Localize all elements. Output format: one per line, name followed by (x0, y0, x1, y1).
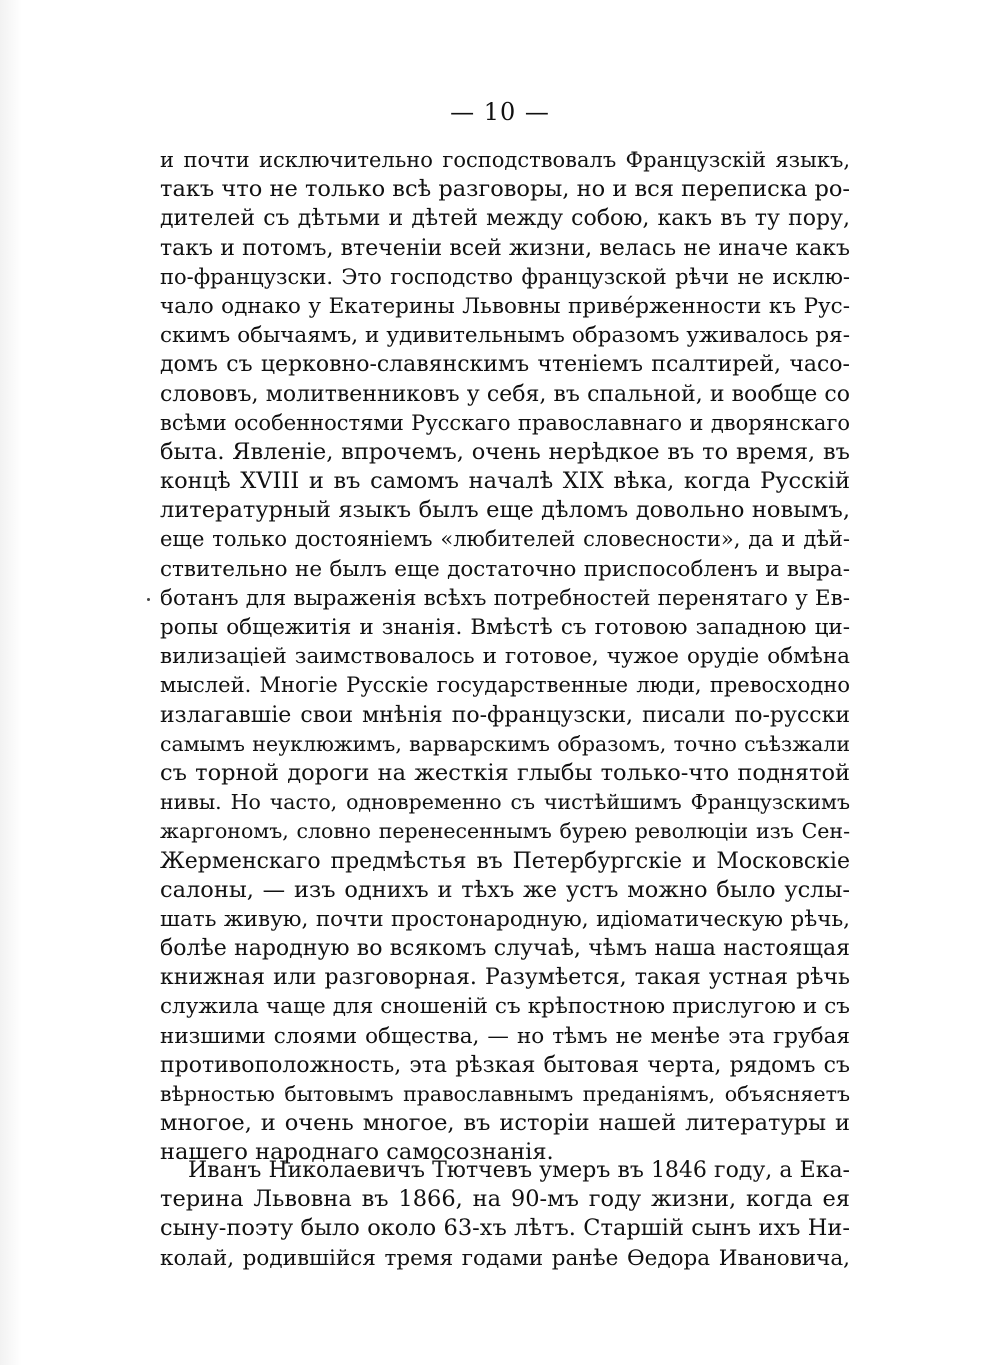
text-line: мыслей. Многіе Русскіе государственные люди, превосходно (160, 673, 850, 698)
text-line: нивы. Но часто, одновременно съ чистѣйшимъ Французскимъ (160, 790, 850, 815)
text-line: терина Львовна въ 1866, на 90-мъ году жизни, когда ея (160, 1186, 850, 1213)
page-number: — 10 — (450, 98, 550, 126)
text-line: салоны, — изъ однихъ и тѣхъ же устъ можно было услы- (160, 876, 850, 903)
text-line: самымъ неуклюжимъ, варварскимъ образомъ, точно съѣзжали (160, 731, 850, 756)
text-line: всѣми особенностями Русскаго православнаго и дворянскаго (160, 410, 850, 435)
text-line: быта. Явленіе, впрочемъ, очень нерѣдкое въ то время, въ (160, 438, 850, 465)
margin-speck (147, 598, 150, 601)
text-line: противоположность, эта рѣзкая бытовая черта, рядомъ съ (160, 1052, 850, 1078)
text-line: литературный языкъ былъ еще дѣломъ довольно новымъ, (160, 497, 850, 524)
text-line: шать живую, почти простонародную, идіоматическую рѣчь, (160, 906, 850, 932)
text-line: вилизацiей заимствовалось и готовое, чужое орудіе обмѣна (160, 644, 850, 670)
text-line: нашего народнаго самосознанія. (160, 1139, 554, 1166)
text-line: жаргономъ, словно перенесеннымъ бурею революціи изъ Сен- (160, 819, 850, 844)
text-line: съ торной дороги на жесткія глыбы только-что поднятой (160, 759, 850, 786)
paragraph-2 (160, 1156, 850, 1273)
text-line: такъ и потомъ, втеченіи всей жизни, велась не иначе какъ (160, 235, 850, 261)
text-line: такъ что не только всѣ разговоры, но и вся переписка ро- (160, 176, 850, 203)
text-line: домъ съ церковно-славянскимъ чтеніемъ псалтирей, часо- (160, 352, 850, 378)
text-line: скимъ обычаямъ, и удивительнымъ образомъ уживалось ря- (160, 323, 850, 349)
text-line: излагавшіе свои мнѣнія по-французски, писали по-русски (160, 702, 850, 728)
text-line: вѣрностью бытовымъ православнымъ преданіямъ, объясняетъ (160, 1082, 850, 1106)
text-line: по-французски. Это господство французской рѣчи не исклю- (160, 264, 850, 289)
text-line: сыну-поэту было около 63-хъ лѣтъ. Старшій сынъ ихъ Ни- (160, 1215, 850, 1242)
text-line: ствительно не былъ еще достаточно приспособленъ и выра- (160, 556, 850, 582)
text-line: колай, родившійся тремя годами ранѣе Ѳедора Ивановича, (160, 1245, 850, 1271)
text-line: еще только достояніемъ «любителей словесности», да и дѣй- (160, 527, 850, 552)
text-line: Жерменскаго предмѣстья въ Петербургскіе и Московскіе (160, 848, 850, 874)
text-line: ропы общежитія и знанія. Вмѣстѣ съ готовою западною ци- (160, 615, 850, 640)
text-line: Иванъ Николаевичъ Тютчевъ умеръ въ 1846 году, а Ека- (188, 1158, 850, 1183)
text-line: и почти исключительно господствовалъ Французскій языкъ, (160, 148, 850, 172)
text-line: концѣ XVIII и въ самомъ началѣ XIX вѣка, когда Русскій (160, 468, 850, 495)
text-line: служила чаще для сношеній съ крѣпостною прислугою и съ (160, 994, 850, 1020)
text-line: слововъ, молитвенниковъ у себя, въ спальной, и вообще со (160, 381, 850, 407)
text-line: книжная или разговорная. Разумѣется, такая устная рѣчь (160, 965, 850, 991)
text-line: низшими слоями общества, — но тѣмъ не менѣе эта грубая (160, 1023, 850, 1049)
text-line: чало однако у Екатерины Львовны привéрженности къ Рус- (160, 293, 850, 319)
page-edge-shadow (0, 0, 22, 1365)
text-line: ботанъ для выраженія всѣхъ потребностей перенятаго у Ев- (160, 585, 850, 611)
text-line: многое, и очень многое, въ исторіи нашей литературы и (160, 1110, 850, 1137)
text-line: болѣе народную во всякомъ случаѣ, чѣмъ наша настоящая (160, 936, 850, 962)
paragraph-1 (160, 146, 850, 1168)
text-line: дителей съ дѣтьми и дѣтей между собою, какъ въ ту пору, (160, 206, 850, 232)
